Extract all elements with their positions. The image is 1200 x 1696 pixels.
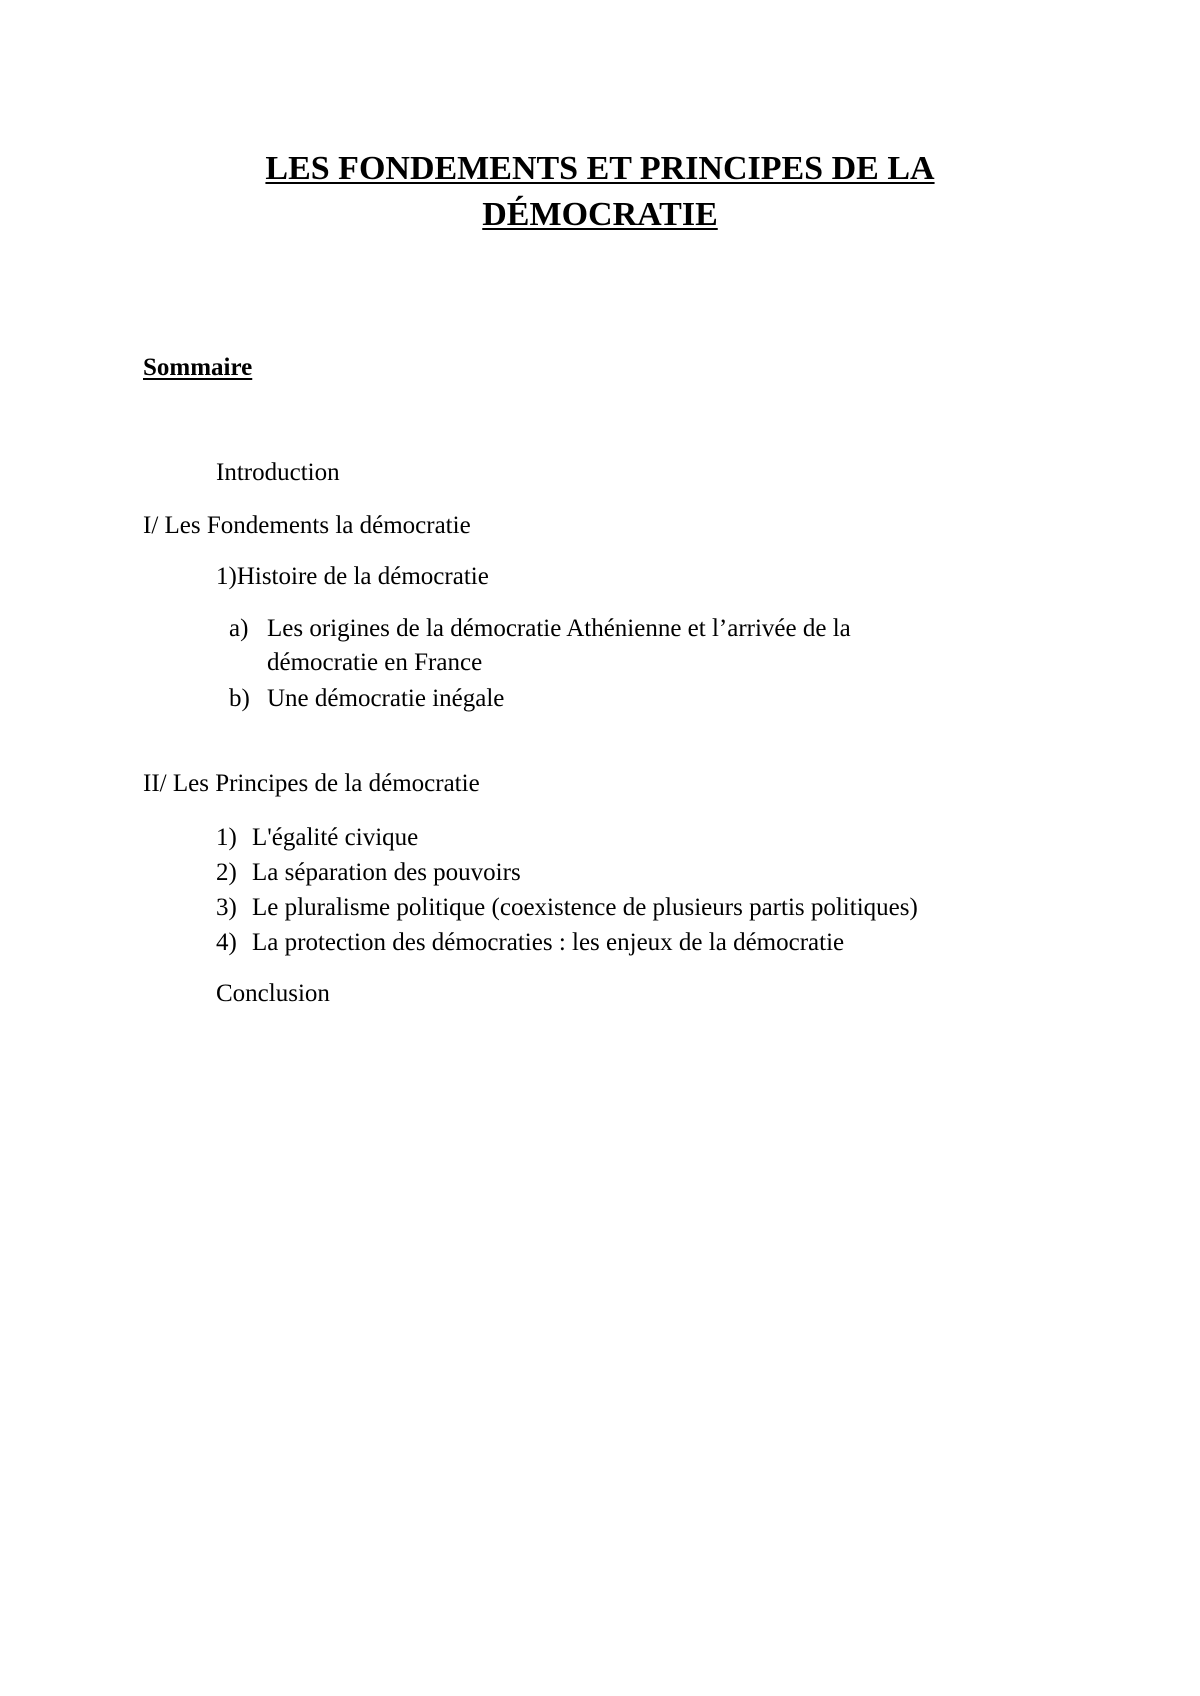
list-item-marker: a) [229, 615, 249, 642]
summary-heading: Sommaire [143, 354, 253, 381]
list-item-text: Le pluralisme politique (coexistence de plusieurs partis politiques) [252, 894, 918, 921]
title-line-2: DÉMOCRATIE [482, 196, 718, 233]
list-item-marker: 3) [216, 894, 237, 921]
part2-heading: II/ Les Principes de la démocratie [143, 770, 480, 797]
list-item-text: Une démocratie inégale [267, 685, 505, 712]
list-item-marker: 2) [216, 859, 237, 886]
list-item-text: L'égalité civique [252, 824, 419, 851]
list-item-marker: 4) [216, 929, 237, 956]
part1-subsection: 1)Histoire de la démocratie [216, 563, 489, 590]
title-line-1: LES FONDEMENTS ET PRINCIPES DE LA [265, 150, 935, 187]
list-item-text: La séparation des pouvoirs [252, 859, 521, 886]
document-title [0, 146, 1200, 238]
list-item-text: La protection des démocraties : les enjeux de la démocratie [252, 929, 845, 956]
list-item-marker: b) [229, 685, 250, 712]
part1-heading: I/ Les Fondements la démocratie [143, 512, 471, 539]
list-item-text-continued: démocratie en France [267, 649, 483, 676]
list-item-marker: 1) [216, 824, 237, 851]
conclusion-entry: Conclusion [216, 980, 330, 1007]
list-item-text: Les origines de la démocratie Athénienne et l’arrivée de la [267, 615, 851, 642]
introduction-entry: Introduction [216, 459, 340, 486]
